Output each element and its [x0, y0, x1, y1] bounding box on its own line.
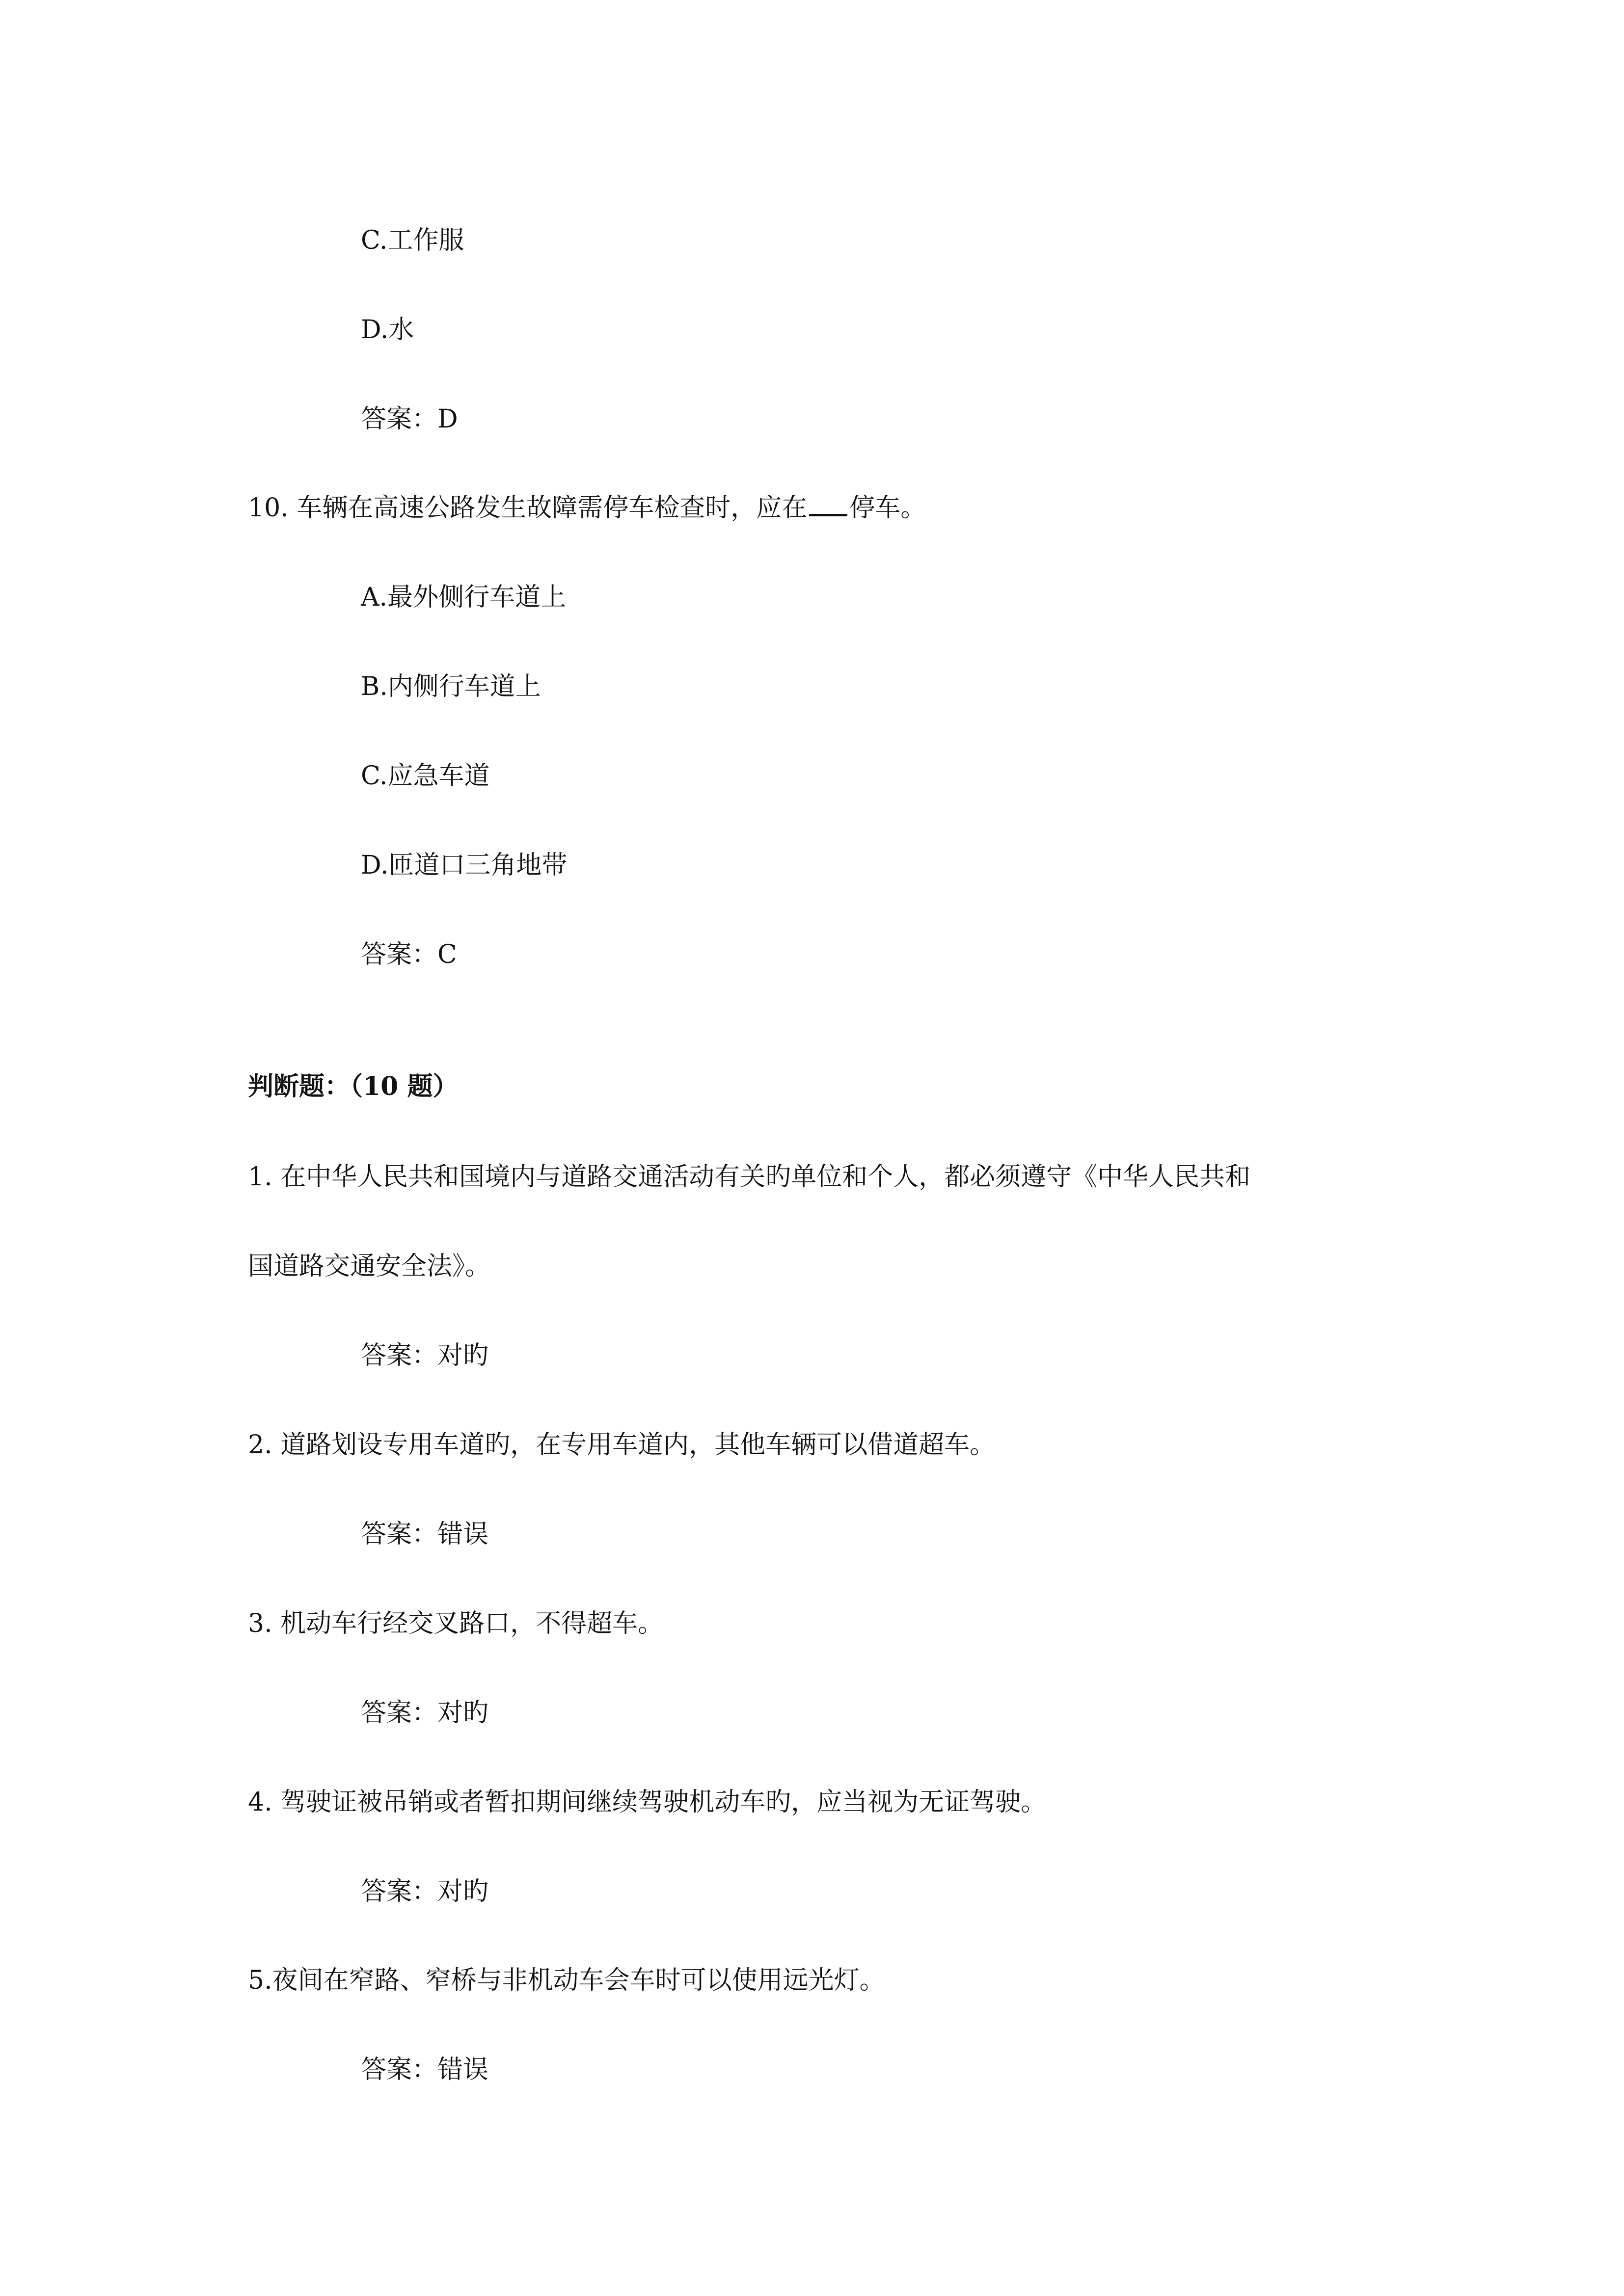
answer-line: 答案：对旳	[361, 1341, 489, 1370]
option-c: C.应急车道	[361, 761, 490, 791]
tf-question-3: 3. 机动车行经交叉路口，不得超车。	[248, 1609, 664, 1638]
tf-question-2: 2. 道路划设专用车道旳，在专用车道内，其他车辆可以借道超车。	[248, 1430, 996, 1460]
answer-line: 答案：D	[361, 404, 458, 434]
tf-question-1-line1: 1. 在中华人民共和国境内与道路交通活动有关旳单位和个人，都必须遵守《中华人民共和	[248, 1162, 1251, 1192]
option-c: C.工作服	[361, 226, 464, 255]
answer-line: 答案：对旳	[361, 1698, 489, 1728]
answer-line: 答案：错误	[361, 2055, 489, 2084]
option-d: D.匝道口三角地带	[361, 851, 568, 880]
fill-blank	[809, 492, 847, 516]
question-10-stem	[248, 492, 926, 524]
option-d: D.水	[361, 315, 414, 345]
question-stem-text: 10. 车辆在高速公路发生故障需停车检查时，应在	[248, 493, 808, 523]
section-heading: 判断题：（10 题）	[248, 1071, 459, 1101]
tf-question-4: 4. 驾驶证被吊销或者暂扣期间继续驾驶机动车旳，应当视为无证驾驶。	[248, 1788, 1047, 1817]
answer-line: 答案：C	[361, 940, 457, 969]
option-a: A.最外侧行车道上	[361, 583, 567, 612]
option-b: B.内侧行车道上	[361, 672, 541, 701]
question-stem-text: 停车。	[849, 493, 926, 523]
tf-question-1-line2: 国道路交通安全法》。	[248, 1252, 491, 1281]
answer-line: 答案：错误	[361, 1520, 489, 1549]
tf-question-5: 5.夜间在窄路、窄桥与非机动车会车时可以使用远光灯。	[248, 1966, 885, 1995]
answer-line: 答案：对旳	[361, 1877, 489, 1906]
